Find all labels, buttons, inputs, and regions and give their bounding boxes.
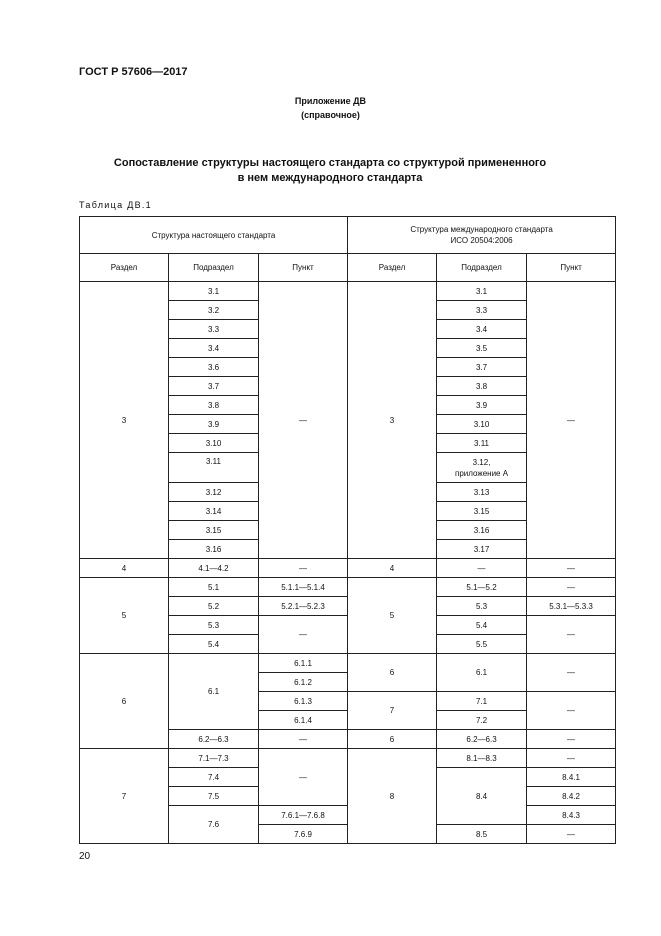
cell: 5.3.1—5.3.3 (527, 597, 616, 616)
cell: 6.1.1 (259, 654, 348, 673)
cell: — (527, 654, 616, 692)
cell: 3.12 (169, 483, 259, 502)
cell: 4 (348, 559, 437, 578)
cell: 3.8 (437, 377, 527, 396)
cell: 3.5 (437, 339, 527, 358)
cell: 7.1 (437, 692, 527, 711)
appendix-subtitle: (справочное) (301, 110, 360, 120)
cell: 3.2 (169, 301, 259, 320)
cell: — (527, 559, 616, 578)
col-header: Подраздел (169, 254, 259, 282)
cell: 3.8 (169, 396, 259, 415)
cell: 5 (80, 578, 169, 654)
cell: — (527, 825, 616, 844)
cell: 3.7 (169, 377, 259, 396)
cell: 5 (348, 578, 437, 654)
cell: 5.1—5.2 (437, 578, 527, 597)
table-row (80, 749, 616, 768)
cell: 7.4 (169, 768, 259, 787)
group-header-left: Структура настоящего стандарта (80, 217, 348, 254)
cell: 8.4 (437, 768, 527, 825)
cell: 3.14 (169, 502, 259, 521)
cell: — (527, 692, 616, 730)
cell: — (259, 730, 348, 749)
appendix-title: Приложение ДВ (294, 96, 367, 106)
table-row (80, 578, 616, 597)
cell: 3.3 (437, 301, 527, 320)
cell: 6 (80, 654, 169, 749)
cell: 5.5 (437, 635, 527, 654)
group-header-right-line2: ИСО 20504:2006 (450, 236, 513, 245)
title-line-2: в нем международного стандарта (237, 172, 423, 184)
cell: 3.6 (169, 358, 259, 377)
cell: — (259, 559, 348, 578)
cell: 5.1.1—5.1.4 (259, 578, 348, 597)
cell: 5.3 (169, 616, 259, 635)
col-header: Пункт (527, 254, 616, 282)
cell: 5.2 (169, 597, 259, 616)
cell: 3 (348, 282, 437, 559)
group-header-right (348, 217, 616, 254)
cell: — (259, 616, 348, 654)
cell: — (527, 282, 616, 559)
cell: 6.1 (437, 654, 527, 692)
cell: 3.1 (437, 282, 527, 301)
cell: 5.2.1—5.2.3 (259, 597, 348, 616)
cell: 3.1 (169, 282, 259, 301)
col-header: Подраздел (437, 254, 527, 282)
cell: 6.1.3 (259, 692, 348, 711)
cell: 7.1—7.3 (169, 749, 259, 768)
cell: 6.2—6.3 (169, 730, 259, 749)
comparison-table (79, 216, 616, 844)
cell: 3.16 (169, 540, 259, 559)
cell: 7 (80, 749, 169, 844)
cell: — (527, 730, 616, 749)
cell: 3.9 (437, 396, 527, 415)
cell: 8.1—8.3 (437, 749, 527, 768)
cell: 7.5 (169, 787, 259, 806)
table-row (80, 559, 616, 578)
cell: 3.9 (169, 415, 259, 434)
table-group-header (80, 217, 616, 254)
cell: 3.3 (169, 320, 259, 339)
cell: 3.10 (169, 434, 259, 453)
cell: 3.11 (437, 434, 527, 453)
table-row (80, 654, 616, 673)
cell-line: 3.12, (472, 457, 491, 467)
cell: 8.4.3 (527, 806, 616, 825)
cell: — (259, 282, 348, 559)
table-column-header (80, 254, 616, 282)
cell: 6 (348, 654, 437, 692)
cell: 3.13 (437, 483, 527, 502)
cell: 6 (348, 730, 437, 749)
cell: — (527, 616, 616, 654)
cell: 6.2—6.3 (437, 730, 527, 749)
cell: 3.4 (169, 339, 259, 358)
cell: 5.4 (169, 635, 259, 654)
cell: — (437, 559, 527, 578)
cell: 7 (348, 692, 437, 730)
col-header: Пункт (259, 254, 348, 282)
col-header: Раздел (348, 254, 437, 282)
cell: 3.15 (437, 502, 527, 521)
table-caption: Таблица ДВ.1 (79, 200, 152, 210)
cell: 4.1—4.2 (169, 559, 259, 578)
table-row (80, 282, 616, 301)
document-header: ГОСТ Р 57606—2017 (79, 66, 188, 78)
cell (437, 453, 527, 483)
cell: 8.5 (437, 825, 527, 844)
cell: 7.6.1—7.6.8 (259, 806, 348, 825)
cell: 8.4.2 (527, 787, 616, 806)
cell: 7.6.9 (259, 825, 348, 844)
cell: 3.11 (169, 453, 259, 483)
cell: 3.17 (437, 540, 527, 559)
cell: 8 (348, 749, 437, 844)
title-line-1: Сопоставление структуры настоящего стандарта со структурой примененного (113, 157, 547, 169)
cell: 3.15 (169, 521, 259, 540)
cell: 3.16 (437, 521, 527, 540)
cell: 6.1 (169, 654, 259, 730)
col-header: Раздел (80, 254, 169, 282)
cell: 7.2 (437, 711, 527, 730)
cell: 5.1 (169, 578, 259, 597)
cell: 3.7 (437, 358, 527, 377)
cell: — (259, 749, 348, 806)
cell: 4 (80, 559, 169, 578)
cell: 5.4 (437, 616, 527, 635)
section-title (80, 156, 580, 186)
cell: 7.6 (169, 806, 259, 844)
cell: 8.4.1 (527, 768, 616, 787)
cell: 6.1.2 (259, 673, 348, 692)
cell: — (527, 749, 616, 768)
cell: 5.3 (437, 597, 527, 616)
cell: 6.1.4 (259, 711, 348, 730)
cell: — (527, 578, 616, 597)
cell: 3.10 (437, 415, 527, 434)
group-header-right-line1: Структура международного стандарта (410, 225, 553, 234)
cell: 3 (80, 282, 169, 559)
cell: 3.4 (437, 320, 527, 339)
page-number: 20 (79, 851, 91, 862)
cell-line: приложение А (455, 468, 509, 478)
